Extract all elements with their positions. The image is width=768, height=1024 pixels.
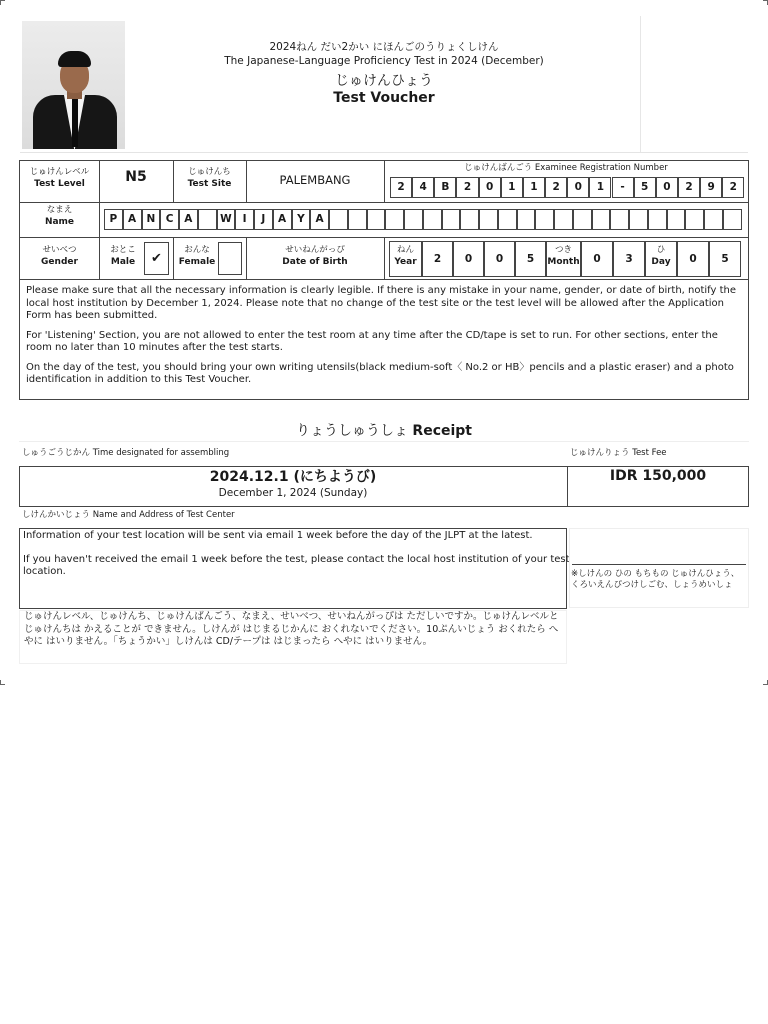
registration-digit-box: 4 <box>412 177 434 198</box>
registration-digit-box: 2 <box>456 177 478 198</box>
voucher-notes <box>26 285 742 394</box>
header-blank-area <box>640 16 749 152</box>
dob-month-digit: 3 <box>613 241 645 277</box>
dob-day-digit: 5 <box>709 241 741 277</box>
dob-year-digit: 5 <box>515 241 546 277</box>
registration-digit-box: 1 <box>589 177 611 198</box>
name-char-box: C <box>160 209 179 230</box>
test-center-label: しけんかいじょう Name and Address of Test Center <box>22 510 235 520</box>
title-en: Test Voucher <box>333 90 435 106</box>
dob-label: せいねんがっぴ Date of Birth <box>282 245 348 267</box>
registration-digit-box: 5 <box>634 177 656 198</box>
dob-day-label: ひ Day <box>651 245 671 267</box>
test-site-value: PALEMBANG <box>279 173 351 187</box>
registration-digit-box: 2 <box>390 177 412 198</box>
corner-mark <box>0 0 5 5</box>
items-to-bring-text: ※しけんの ひの もちもの じゅけんひょう、くろいえんぴつけしごむ、しょうめいしょ <box>571 569 740 590</box>
title-jp: じゅけんひょう <box>335 73 433 89</box>
name-char-box <box>385 209 404 230</box>
corner-mark <box>0 680 5 685</box>
dob-year-digit: 0 <box>484 241 515 277</box>
name-char-box <box>648 209 667 230</box>
name-char-box: J <box>254 209 273 230</box>
dob-day-digit: 0 <box>677 241 709 277</box>
divider <box>20 202 748 203</box>
name-char-box <box>479 209 498 230</box>
name-char-box <box>667 209 686 230</box>
name-char-box: W <box>217 209 236 230</box>
name-char-box <box>592 209 611 230</box>
name-char-box <box>460 209 479 230</box>
items-to-bring <box>569 528 749 608</box>
name-char-box <box>554 209 573 230</box>
name-char-box <box>517 209 536 230</box>
name-char-box: N <box>142 209 161 230</box>
divider <box>20 152 748 153</box>
registration-digit-box: 0 <box>479 177 501 198</box>
header-line-en: The Japanese-Language Proficiency Test in 2024 (December) <box>224 55 544 67</box>
dob-year-digit: 0 <box>453 241 484 277</box>
test-center-info: Information of your test location will be sent via email 1 week before the day of the JLPT at the latest. If you haven't received the email 1 week before the test, please contact the local host institution of your test location. <box>23 530 570 577</box>
name-char-box <box>498 209 517 230</box>
dob-year-digit: 2 <box>422 241 453 277</box>
note-paragraph: Please make sure that all the necessary information is clearly legible. If there is any mistake in your name, gender, or date of birth, notify the local host institution by December 1, 2024. Please note that no change of the test site or the test level will be allowed after the Application Form has been submitted. <box>26 285 737 321</box>
registration-digit-box: - <box>612 177 634 198</box>
registration-digit-box: 1 <box>501 177 523 198</box>
name-char-box: A <box>123 209 142 230</box>
registration-number-label: じゅけんばんごう Examinee Registration Number <box>464 163 668 173</box>
test-level-label: じゅけんレベル Test Level <box>29 167 90 189</box>
test-fee-value: IDR 150,000 <box>609 468 707 484</box>
male-label: おとこ Male <box>110 245 136 267</box>
name-char-box <box>704 209 723 230</box>
test-site-label: じゅけんち Test Site <box>187 167 232 189</box>
assembly-time-label: しゅうごうじかん Time designated for assembling <box>22 448 230 458</box>
assembly-date: 2024.12.1 (にちようび) December 1, 2024 (Sunday) <box>209 469 377 499</box>
male-checkbox[interactable]: ✔ <box>144 242 169 275</box>
registration-digit-box: B <box>434 177 456 198</box>
registration-digit-box: 0 <box>567 177 589 198</box>
name-char-box: A <box>273 209 292 230</box>
female-checkbox[interactable] <box>218 242 242 275</box>
dob-month-digit: 0 <box>581 241 613 277</box>
test-fee-label: じゅけんりょう Test Fee <box>570 448 667 458</box>
corner-mark <box>763 0 768 5</box>
header-line-jp: 2024ねん だい2かい にほんごのうりょくしけん <box>269 41 499 53</box>
female-label: おんな Female <box>178 245 216 267</box>
note-paragraph: On the day of the test, you should bring your own writing utensils(black medium-soft〈 No.2 or HB〉pencils and a plastic eraser) and a photo identification in addition to this Test Voucher. <box>26 361 734 385</box>
name-char-box <box>685 209 704 230</box>
name-char-box: A <box>310 209 329 230</box>
dob-month-label: つき Month <box>547 245 580 267</box>
name-char-box <box>348 209 367 230</box>
japanese-notice: じゅけんレベル、じゅけんち、じゅけんばんごう、なまえ、せいべつ、せいねんがっぴは ただしいですか。じゅけんレベルとじゅけんちは かえることが できません。しけんが はじまるじかんに おくれないでください。10ぷんいじょう おくれたら へやに はいりません。「ちょうかい」しけんは CD/テープは はじまったら へやに はいりません。 <box>19 610 567 664</box>
receipt-title: りょうしゅうしょ Receipt <box>19 421 749 442</box>
gender-label: せいべつ Gender <box>41 245 78 267</box>
name-char-box: Y <box>292 209 311 230</box>
name-char-box <box>610 209 629 230</box>
name-char-box <box>442 209 461 230</box>
corner-mark <box>763 680 768 685</box>
registration-digit-box: 0 <box>656 177 678 198</box>
name-char-box <box>198 209 217 230</box>
voucher-form <box>19 160 749 400</box>
name-char-box: A <box>179 209 198 230</box>
examinee-photo <box>22 21 125 149</box>
name-char-box: P <box>104 209 123 230</box>
dob-year-label: ねん Year <box>394 245 417 267</box>
name-char-box <box>535 209 554 230</box>
name-label: なまえ Name <box>44 205 75 227</box>
registration-digit-box: 2 <box>678 177 700 198</box>
registration-digit-box: 1 <box>523 177 545 198</box>
name-char-box <box>423 209 442 230</box>
registration-digit-box: 9 <box>700 177 722 198</box>
name-char-box: I <box>235 209 254 230</box>
note-paragraph: For 'Listening' Section, you are not allowed to enter the test room at any time after the CD/tape is set to run. For other sections, enter the room no later than 10 minutes after the test starts. <box>26 329 718 353</box>
name-char-box <box>404 209 423 230</box>
divider <box>20 279 748 280</box>
name-char-box <box>629 209 648 230</box>
registration-digit-box: 2 <box>722 177 744 198</box>
name-char-box <box>723 209 742 230</box>
registration-digit-box: 2 <box>545 177 567 198</box>
test-level-value: N5 <box>125 169 147 185</box>
name-char-box <box>573 209 592 230</box>
voucher-header <box>130 40 638 107</box>
name-char-box <box>367 209 386 230</box>
name-char-box <box>329 209 348 230</box>
